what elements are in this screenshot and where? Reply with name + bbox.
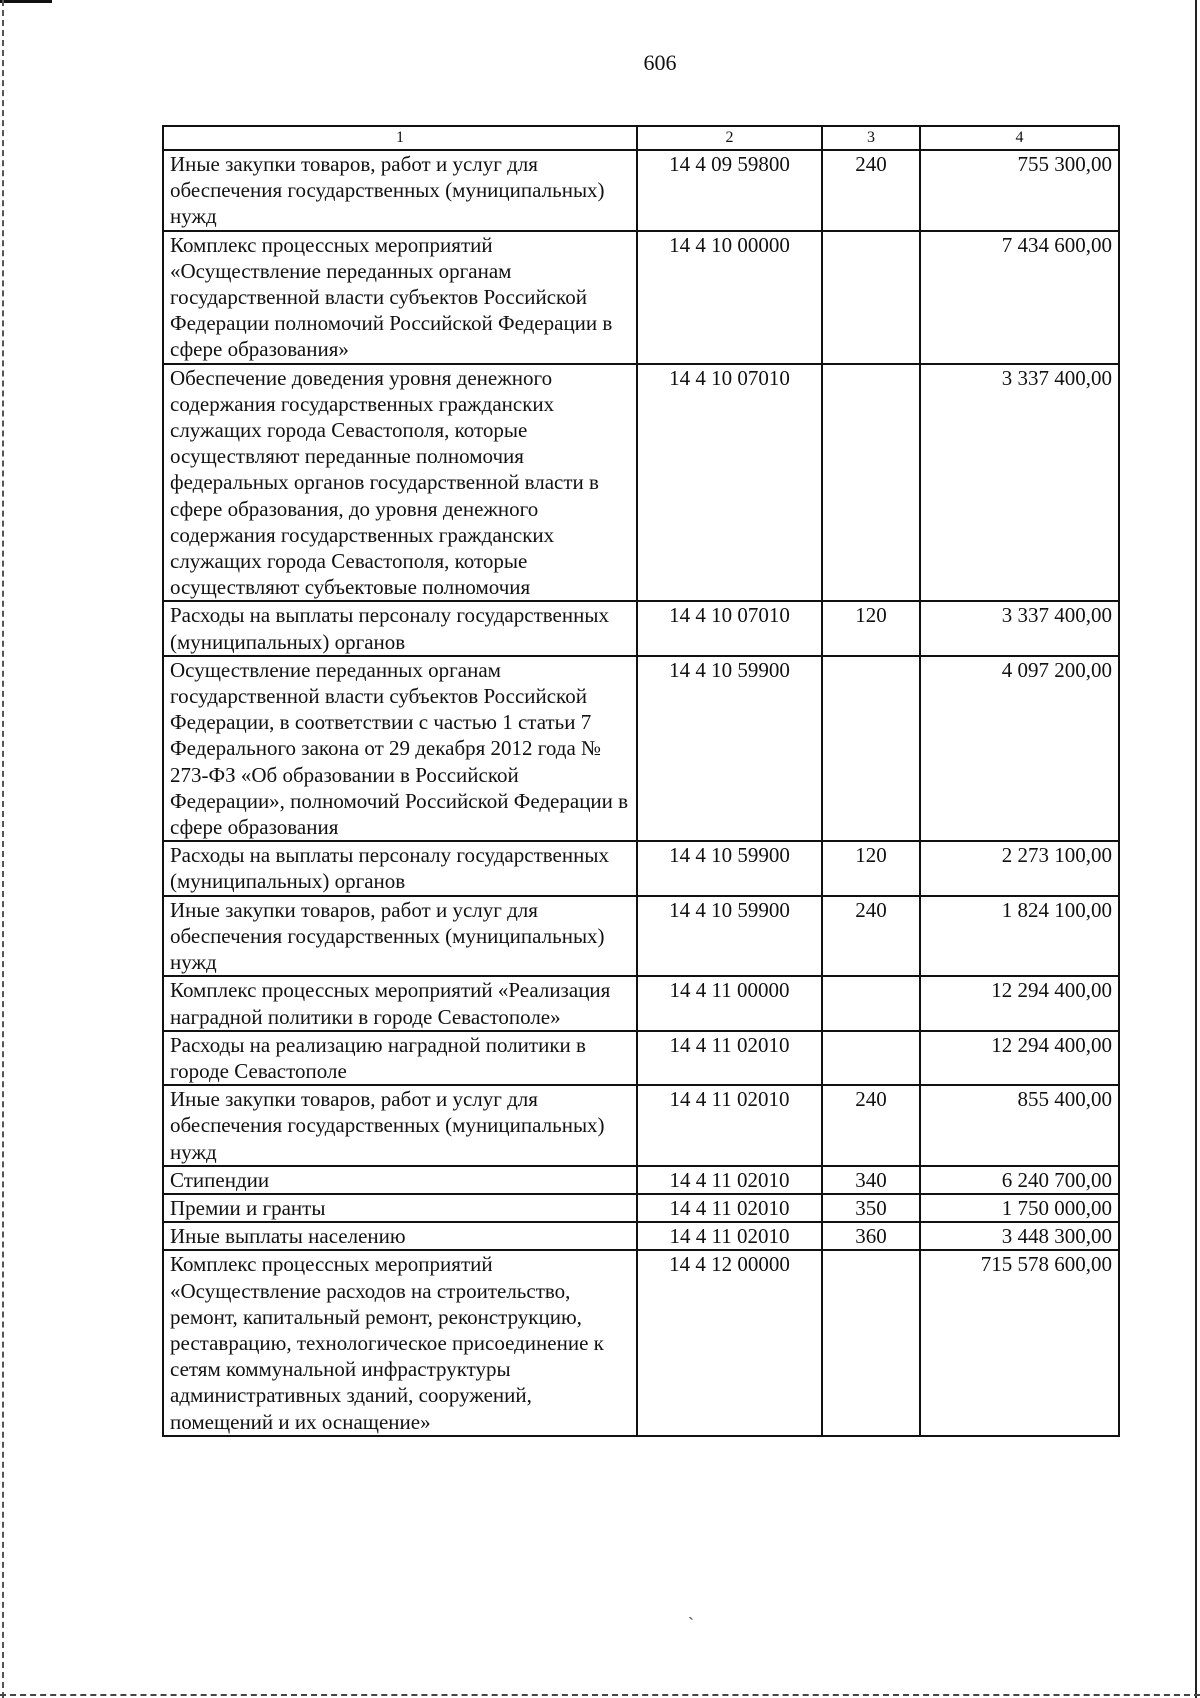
row-name: Расходы на выплаты персоналу государственных (муниципальных) органов (163, 601, 637, 655)
row-type: 360 (822, 1222, 920, 1250)
column-header-1: 1 (163, 126, 637, 150)
row-type: 240 (822, 150, 920, 231)
row-name: Премии и гранты (163, 1194, 637, 1222)
scan-edge-top (0, 0, 52, 3)
row-type (822, 976, 920, 1030)
budget-table (162, 125, 1120, 1437)
row-name: Комплекс процессных мероприятий «Осуществление переданных органам государственной власти субъектов Российской Федерации полномочий Российской Федерации в сфере образования» (163, 231, 637, 364)
scan-artifact-mark: ˏ (688, 1600, 694, 1620)
row-type (822, 1250, 920, 1435)
row-amount: 755 300,00 (920, 150, 1119, 231)
row-code: 14 4 11 02010 (637, 1031, 822, 1085)
row-amount: 1 824 100,00 (920, 896, 1119, 977)
row-name: Обеспечение доведения уровня денежного содержания государственных гражданских служащих города Севастополя, которые осуществляют переданные полномочия федеральных органов государственной власти в сфере образования, до уровня денежного содержания государственных гражданских служащих города Севастополя, которые осуществляют субъектовые полномочия (163, 364, 637, 602)
row-amount: 855 400,00 (920, 1085, 1119, 1166)
row-type: 350 (822, 1194, 920, 1222)
row-amount: 715 578 600,00 (920, 1250, 1119, 1435)
row-amount: 7 434 600,00 (920, 231, 1119, 364)
table-row (163, 1250, 1119, 1435)
table-row (163, 601, 1119, 655)
row-code: 14 4 10 59900 (637, 841, 822, 895)
table-row (163, 1222, 1119, 1250)
row-code: 14 4 10 00000 (637, 231, 822, 364)
row-name: Иные закупки товаров, работ и услуг для обеспечения государственных (муниципальных) нужд (163, 896, 637, 977)
row-amount: 3 337 400,00 (920, 364, 1119, 602)
row-type: 240 (822, 1085, 920, 1166)
row-name: Стипендии (163, 1166, 637, 1194)
row-type (822, 656, 920, 841)
column-header-2: 2 (637, 126, 822, 150)
row-type: 340 (822, 1166, 920, 1194)
scan-edge-left (2, 0, 4, 1698)
row-amount: 3 337 400,00 (920, 601, 1119, 655)
table-row (163, 841, 1119, 895)
row-name: Иные закупки товаров, работ и услуг для обеспечения государственных (муниципальных) нужд (163, 1085, 637, 1166)
table-row (163, 1031, 1119, 1085)
table-row (163, 1085, 1119, 1166)
row-name: Иные закупки товаров, работ и услуг для обеспечения государственных (муниципальных) нужд (163, 150, 637, 231)
scan-edge-bottom (0, 1694, 1200, 1696)
table-row (163, 1194, 1119, 1222)
row-code: 14 4 10 07010 (637, 601, 822, 655)
row-type (822, 231, 920, 364)
row-name: Расходы на реализацию наградной политики в городе Севастополе (163, 1031, 637, 1085)
row-type: 240 (822, 896, 920, 977)
table-row (163, 231, 1119, 364)
scan-edge-right (1195, 0, 1197, 1698)
row-code: 14 4 11 02010 (637, 1166, 822, 1194)
row-amount: 4 097 200,00 (920, 656, 1119, 841)
row-amount: 1 750 000,00 (920, 1194, 1119, 1222)
table-row (163, 150, 1119, 231)
row-amount: 6 240 700,00 (920, 1166, 1119, 1194)
row-type (822, 364, 920, 602)
row-name: Расходы на выплаты персоналу государственных (муниципальных) органов (163, 841, 637, 895)
column-header-4: 4 (920, 126, 1119, 150)
row-type: 120 (822, 841, 920, 895)
table-row (163, 364, 1119, 602)
row-name: Иные выплаты населению (163, 1222, 637, 1250)
row-name: Осуществление переданных органам государственной власти субъектов Российской Федерации, в соответствии с частью 1 статьи 7 Федерального закона от 29 декабря 2012 года № 273-ФЗ «Об образовании в Российской Федерации», полномочий Российской Федерации в сфере образования (163, 656, 637, 841)
page-number: 606 (643, 50, 677, 75)
row-amount: 3 448 300,00 (920, 1222, 1119, 1250)
table-row (163, 656, 1119, 841)
row-name: Комплекс процессных мероприятий «Реализация наградной политики в городе Севастополе» (163, 976, 637, 1030)
row-amount: 2 273 100,00 (920, 841, 1119, 895)
table-header-row (163, 126, 1119, 150)
row-code: 14 4 12 00000 (637, 1250, 822, 1435)
row-code: 14 4 10 59900 (637, 656, 822, 841)
row-type: 120 (822, 601, 920, 655)
row-amount: 12 294 400,00 (920, 1031, 1119, 1085)
table-row (163, 896, 1119, 977)
table-row (163, 1166, 1119, 1194)
table-row (163, 976, 1119, 1030)
row-code: 14 4 11 02010 (637, 1222, 822, 1250)
row-name: Комплекс процессных мероприятий «Осуществление расходов на строительство, ремонт, капитальный ремонт, реконструкцию, реставрацию, технологическое присоединение к сетям коммунальной инфраструктуры административных зданий, сооружений, помещений и их оснащение» (163, 1250, 637, 1435)
row-code: 14 4 10 59900 (637, 896, 822, 977)
column-header-3: 3 (822, 126, 920, 150)
row-code: 14 4 11 02010 (637, 1194, 822, 1222)
row-type (822, 1031, 920, 1085)
row-code: 14 4 10 07010 (637, 364, 822, 602)
row-code: 14 4 11 02010 (637, 1085, 822, 1166)
row-code: 14 4 09 59800 (637, 150, 822, 231)
row-amount: 12 294 400,00 (920, 976, 1119, 1030)
row-code: 14 4 11 00000 (637, 976, 822, 1030)
